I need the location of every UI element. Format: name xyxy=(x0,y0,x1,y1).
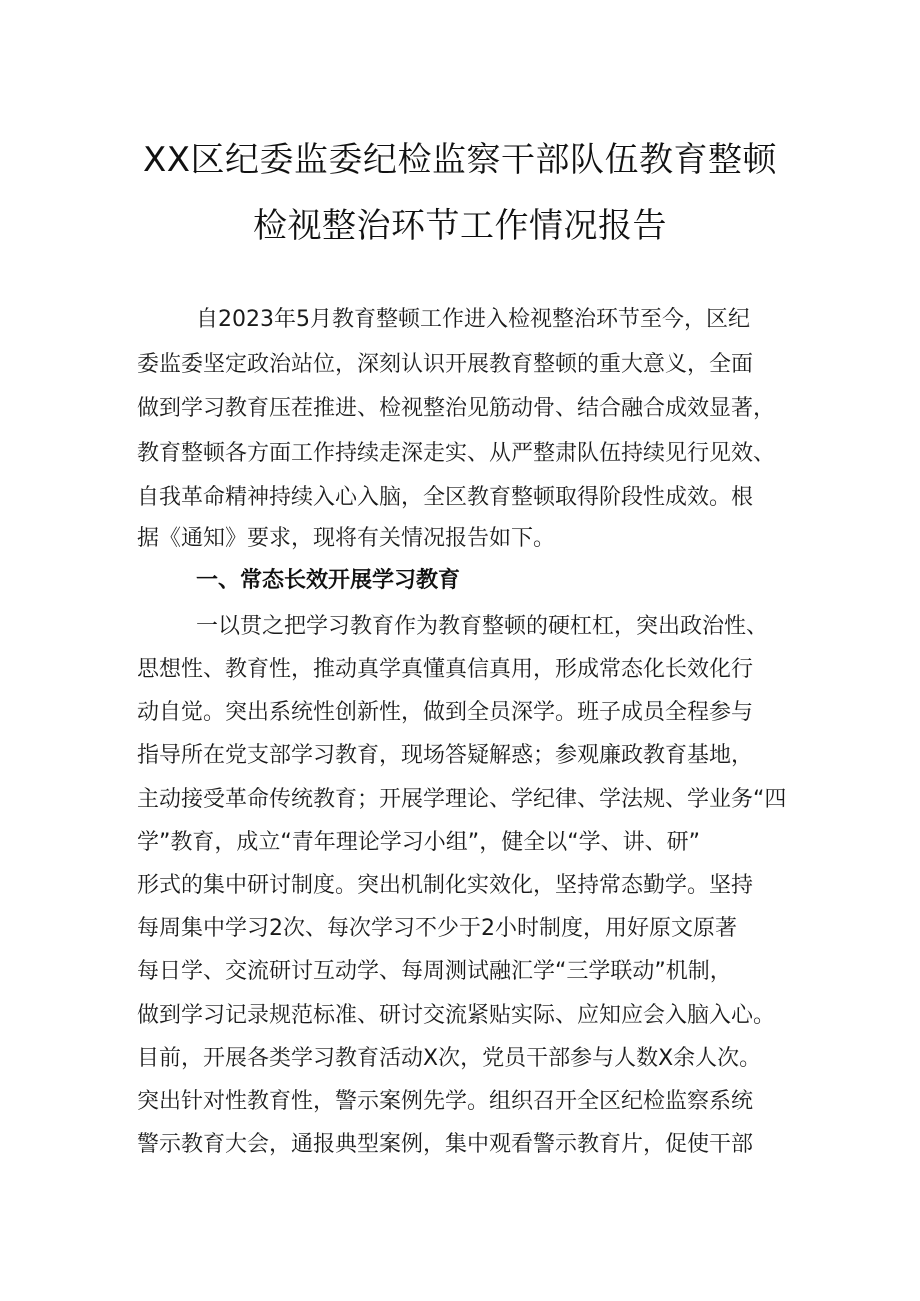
paragraph-line: 自2023年5月教育整顿工作进入检视整治环节至今，区纪 xyxy=(196,307,750,332)
paragraph-line: 委监委坚定政治站位，深刻认识开展教育整顿的重大意义，全面 xyxy=(137,352,754,377)
paragraph-line: 教育整顿各方面工作持续走深走实、从严整肃队伍持续见行见效、 xyxy=(137,441,776,466)
paragraph-line: 警示教育大会，通报典型案例，集中观看警示教育片，促使干部 xyxy=(137,1132,754,1157)
paragraph-line: 学”教育，成立“青年理论学习小组”，健全以“学、讲、研” xyxy=(137,830,700,855)
paragraph-line: 每日学、交流研讨互动学、每周测试融汇学“三学联动”机制， xyxy=(137,959,732,984)
paragraph-line: 目前，开展各类学习教育活动X次，党员干部参与人数X余人次。 xyxy=(137,1046,762,1071)
section-heading: 一、常态长效开展学习教育 xyxy=(196,568,461,593)
paragraph-line: 思想性、教育性，推动真学真懂真信真用，形成常态化长效化行 xyxy=(137,657,754,682)
paragraph-line: 据《通知》要求，现将有关情况报告如下。 xyxy=(137,526,556,551)
paragraph-line: 突出针对性教育性，警示案例先学。组织召开全区纪检监察系统 xyxy=(137,1089,754,1114)
paragraph-line: 动自觉。突出系统性创新性，做到全员深学。班子成员全程参与 xyxy=(137,700,754,725)
paragraph-line: 形式的集中研讨制度。突出机制化实效化，坚持常态勤学。坚持 xyxy=(137,873,754,898)
document-title-line-1: XX区纪委监委纪检监察干部队伍教育整顿 xyxy=(142,140,778,180)
paragraph-line: 做到学习教育压茬推进、检视整治见筋动骨、结合融合成效显著， xyxy=(137,396,776,421)
paragraph-line: 自我革命精神持续入心入脑，全区教育整顿取得阶段性成效。根 xyxy=(137,485,754,510)
paragraph-line: 指导所在党支部学习教育，现场答疑解惑；参观廉政教育基地， xyxy=(137,743,754,768)
paragraph-line: 一以贯之把学习教育作为教育整顿的硬杠杠，突出政治性、 xyxy=(196,614,769,639)
paragraph-line: 每周集中学习2次、每次学习不少于2小时制度，用好原文原著 xyxy=(137,916,737,941)
paragraph-line: 做到学习记录规范标准、研讨交流紧贴实际、应知应会入脑入心。 xyxy=(137,1003,776,1028)
paragraph-line: 主动接受革命传统教育；开展学理论、学纪律、学法规、学业务“四 xyxy=(137,787,787,812)
document-title-line-2: 检视整治环节工作情况报告 xyxy=(253,206,667,246)
